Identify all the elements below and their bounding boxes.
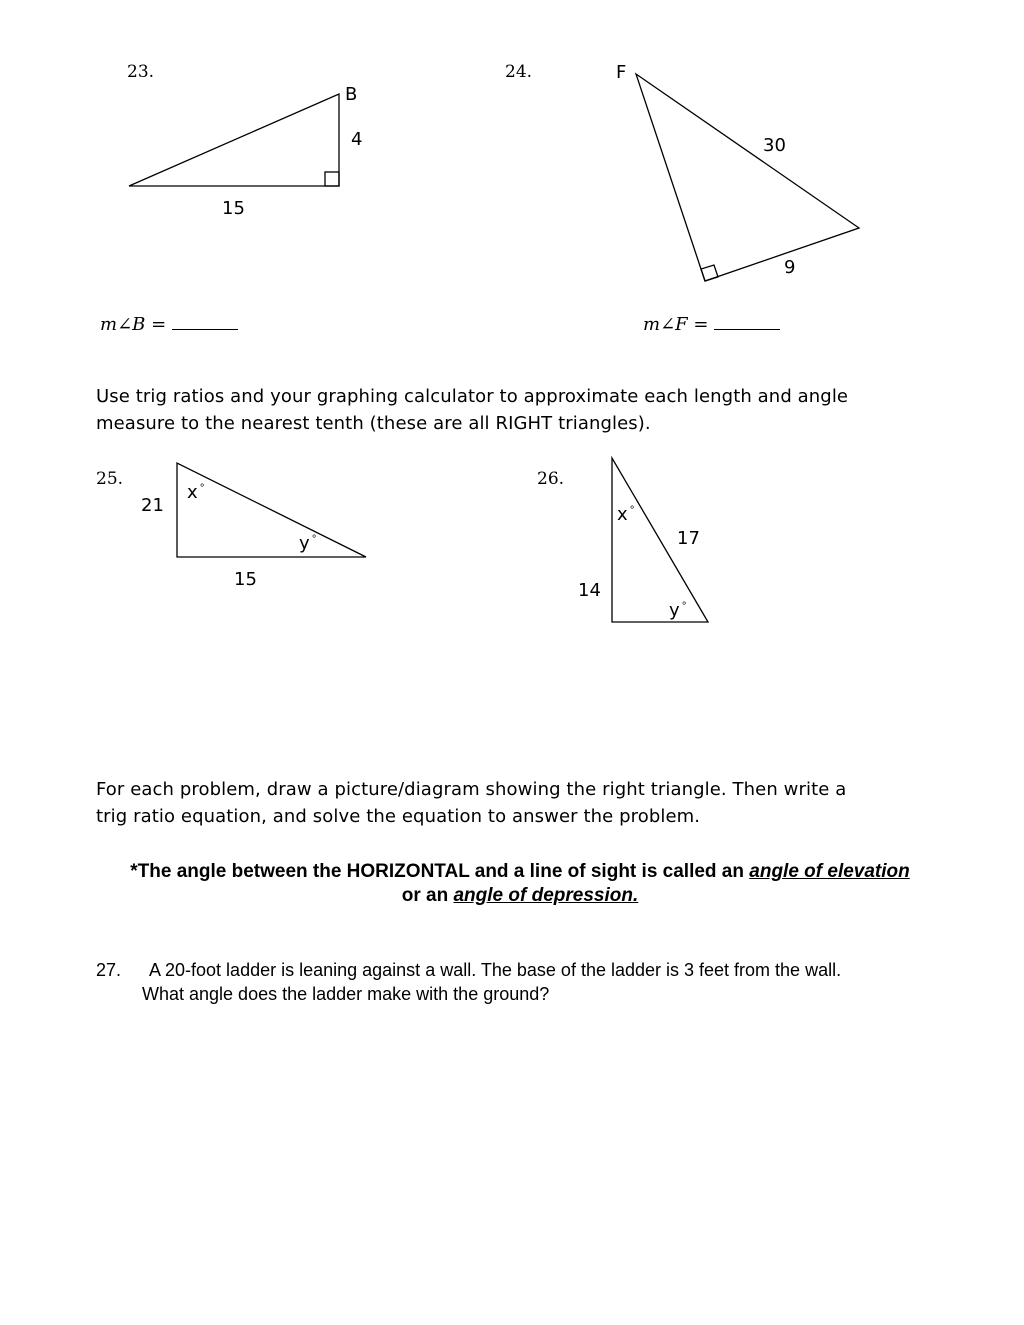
triangle-24 [636, 74, 859, 281]
angle-label-25-x: x ° [187, 482, 205, 503]
triangle-23 [129, 94, 339, 186]
answer-label-24: m∠F = [643, 314, 709, 335]
answer-label-23: m∠B = [100, 314, 167, 335]
term-angle-of-elevation: angle of elevation [749, 861, 910, 882]
angle-label-26-x: x ° [617, 504, 635, 525]
angle-definition-note [120, 860, 920, 908]
answer-blank-24[interactable] [714, 313, 780, 330]
problem-number-26: 26. [537, 469, 565, 489]
trig-instructions [96, 383, 946, 437]
term-angle-of-depression: angle of depression. [453, 885, 639, 906]
angle-label-26-y: y ° [669, 600, 687, 621]
answer-blank-23[interactable] [172, 313, 238, 330]
side-label-23-base: 15 [222, 198, 245, 219]
vertex-label-b: B [345, 84, 358, 105]
angle-label-25-y: y ° [299, 533, 317, 554]
problem-27-line-1: A 20-foot ladder is leaning against a wall. The base of the ladder is 3 feet from the wall. [149, 960, 842, 980]
draw-instructions-line-1: For each problem, draw a picture/diagram showing the right triangle. Then write a [96, 779, 847, 800]
side-label-26-vertical: 14 [578, 580, 601, 601]
side-label-23-vertical: 4 [351, 129, 363, 150]
problem-number-27: 27. [96, 960, 122, 980]
answer-line-23 [100, 313, 238, 335]
draw-instructions [96, 776, 956, 830]
vertex-label-f: F [616, 62, 627, 83]
right-angle-marker-23 [325, 172, 339, 186]
draw-instructions-line-2: trig ratio equation, and solve the equation to answer the problem. [96, 806, 701, 827]
note-middle: or an [401, 885, 454, 906]
problem-number-23: 23. [127, 62, 155, 82]
problem-27-text [142, 958, 972, 1006]
problem-27-line-2: What angle does the ladder make with the ground? [142, 984, 550, 1004]
problem-number-24: 24. [505, 62, 533, 82]
trig-instructions-line-2: measure to the nearest tenth (these are all RIGHT triangles). [96, 413, 651, 434]
right-angle-marker-24 [701, 265, 718, 281]
note-prefix: *The angle between the HORIZONTAL and a line of sight is called an [130, 861, 750, 882]
trig-instructions-line-1: Use trig ratios and your graphing calculator to approximate each length and angle [96, 386, 849, 407]
side-label-24-short: 9 [784, 257, 796, 278]
triangle-25 [177, 463, 366, 557]
side-label-25-vertical: 21 [141, 495, 164, 516]
side-label-26-hypotenuse: 17 [677, 528, 700, 549]
side-label-25-base: 15 [234, 569, 257, 590]
answer-line-24 [643, 313, 780, 335]
side-label-24-hypotenuse: 30 [763, 135, 786, 156]
problem-number-25: 25. [96, 469, 124, 489]
